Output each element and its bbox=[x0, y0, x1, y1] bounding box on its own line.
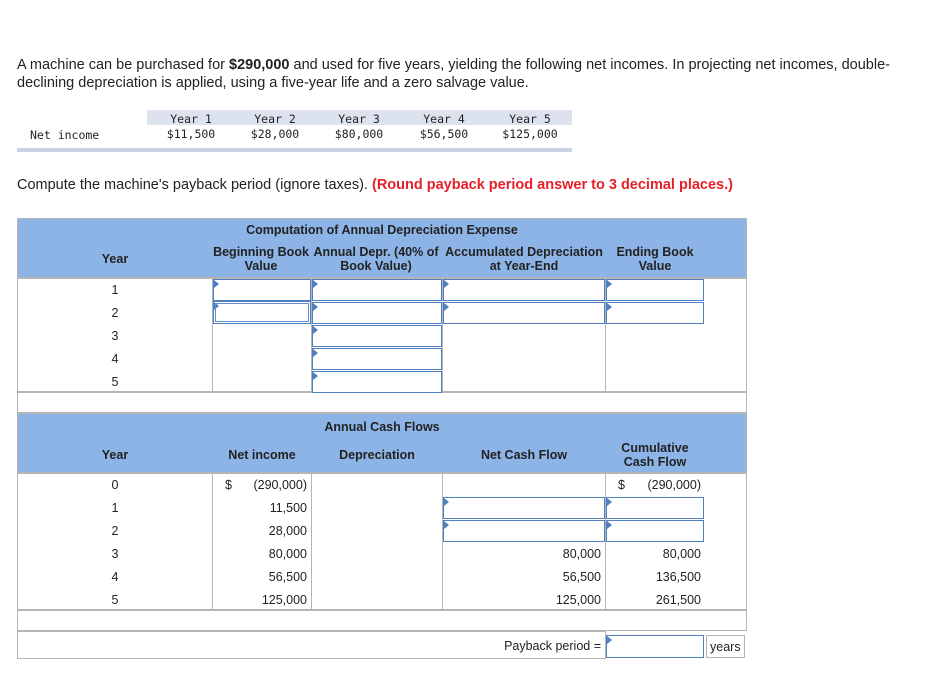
header-depreciation: Depreciation bbox=[339, 448, 415, 462]
accum-depr-input-y2[interactable] bbox=[443, 302, 605, 324]
annual-depr-input-y3[interactable] bbox=[312, 325, 442, 347]
year-cell: 2 bbox=[111, 306, 119, 320]
depreciation-spacer-row bbox=[17, 392, 747, 413]
net-income-value: $28,000 bbox=[250, 127, 300, 141]
net-income-value: $80,000 bbox=[334, 127, 384, 141]
cf-year-cell: 0 bbox=[111, 478, 119, 492]
net-cash-flow-input-y2[interactable] bbox=[443, 520, 605, 542]
cash-flows-spacer-row bbox=[17, 610, 747, 631]
cf-net-income-cell: (290,000) bbox=[253, 478, 307, 492]
net-cash-flow-input-y1[interactable] bbox=[443, 497, 605, 519]
year-cell: 1 bbox=[111, 283, 119, 297]
cf-net-income-cell: 28,000 bbox=[268, 524, 307, 538]
header-year: Year bbox=[101, 252, 129, 266]
annual-depr-input-y5[interactable] bbox=[312, 371, 442, 393]
header-annual-depreciation: Annual Depr. (40% of Book Value) bbox=[313, 245, 439, 273]
cf-depreciation-column bbox=[311, 473, 443, 610]
payback-period-input[interactable] bbox=[606, 635, 704, 658]
cf-net-income-cell: 56,500 bbox=[268, 570, 307, 584]
ending-book-value-input-y1[interactable] bbox=[606, 279, 704, 301]
cf-cumulative-cell: 261,500 bbox=[655, 593, 701, 607]
cash-flows-table bbox=[17, 413, 747, 659]
net-income-year-label: Year 2 bbox=[254, 112, 296, 126]
cf-year-cell: 3 bbox=[111, 547, 119, 561]
cf-cumulative-cell: 80,000 bbox=[662, 547, 701, 561]
cash-flows-title: Annual Cash Flows bbox=[324, 420, 440, 434]
cf-net-income-cell: 11,500 bbox=[269, 501, 307, 515]
annual-depr-input-y4[interactable] bbox=[312, 348, 442, 370]
instruction bbox=[17, 177, 733, 193]
year-cell: 4 bbox=[111, 352, 119, 366]
annual-depr-input-y1[interactable] bbox=[312, 279, 442, 301]
beginning-book-value-input-y2[interactable] bbox=[213, 301, 311, 324]
cf-net-cash-flow-cell: 80,000 bbox=[562, 547, 601, 561]
depreciation-title: Computation of Annual Depreciation Expense bbox=[246, 223, 518, 237]
cf-year-cell: 5 bbox=[111, 593, 119, 607]
cf-cumulative-cell: (290,000) bbox=[647, 478, 701, 492]
payback-label: Payback period = bbox=[504, 639, 601, 653]
rounding-note: (Round payback period answer to 3 decimal places.) bbox=[371, 177, 733, 193]
intro-text-2: and used for five years, yielding the following net incomes. In projecting net incomes, double-declining depreciation is applied, using a five-year life and a zero salvage value. bbox=[17, 57, 890, 91]
net-income-year-label: Year 3 bbox=[338, 112, 380, 126]
beginning-book-value-input-y1[interactable] bbox=[213, 279, 311, 301]
year-cell: 3 bbox=[111, 329, 119, 343]
cf-cumulative-cell: 136,500 bbox=[655, 570, 701, 584]
payback-unit: years bbox=[706, 635, 745, 658]
cf-net-income-cell: 125,000 bbox=[261, 593, 307, 607]
cumulative-input-y2[interactable] bbox=[606, 520, 704, 542]
header-beginning-book-value: Beginning Book Value bbox=[213, 245, 309, 273]
net-income-year-label: Year 5 bbox=[509, 112, 551, 126]
net-income-value: $56,500 bbox=[419, 127, 469, 141]
cf-net-income-cell: 80,000 bbox=[268, 547, 307, 561]
cf-year-cell: 1 bbox=[111, 501, 119, 515]
currency-symbol: $ bbox=[225, 478, 232, 492]
header-year: Year bbox=[101, 448, 129, 462]
cf-year-cell: 4 bbox=[111, 570, 119, 584]
header-cumulative-cash-flow: Cumulative Cash Flow bbox=[621, 441, 689, 469]
header-net-income: Net income bbox=[228, 448, 296, 462]
instruction-text: Compute the machine's payback period (ignore taxes). bbox=[17, 177, 372, 193]
problem-statement bbox=[17, 56, 917, 92]
net-income-value: $11,500 bbox=[166, 127, 216, 141]
header-ending-book-value: Ending Book Value bbox=[616, 245, 694, 273]
net-income-year-label: Year 1 bbox=[170, 112, 212, 126]
currency-symbol: $ bbox=[618, 478, 625, 492]
depreciation-table bbox=[17, 218, 747, 413]
annual-depr-input-y2[interactable] bbox=[312, 302, 442, 324]
header-net-cash-flow: Net Cash Flow bbox=[480, 448, 568, 462]
net-income-row-label: Net income bbox=[30, 128, 100, 142]
net-income-bottom-bar bbox=[17, 148, 572, 152]
cumulative-input-y1[interactable] bbox=[606, 497, 704, 519]
ending-book-value-input-y2[interactable] bbox=[606, 302, 704, 324]
net-income-value: $125,000 bbox=[502, 127, 558, 141]
intro-text-1: A machine can be purchased for bbox=[17, 57, 229, 73]
accum-depr-input-y1[interactable] bbox=[443, 279, 605, 301]
year-cell: 5 bbox=[111, 375, 119, 389]
purchase-price: $290,000 bbox=[229, 57, 290, 73]
net-income-year-label: Year 4 bbox=[423, 112, 465, 126]
net-income-table bbox=[17, 110, 572, 154]
header-accumulated-depreciation: Accumulated Depreciation at Year-End bbox=[445, 245, 603, 273]
cf-net-cash-flow-cell: 56,500 bbox=[562, 570, 601, 584]
cf-year-cell: 2 bbox=[111, 524, 119, 538]
cf-net-cash-flow-cell: 125,000 bbox=[555, 593, 601, 607]
